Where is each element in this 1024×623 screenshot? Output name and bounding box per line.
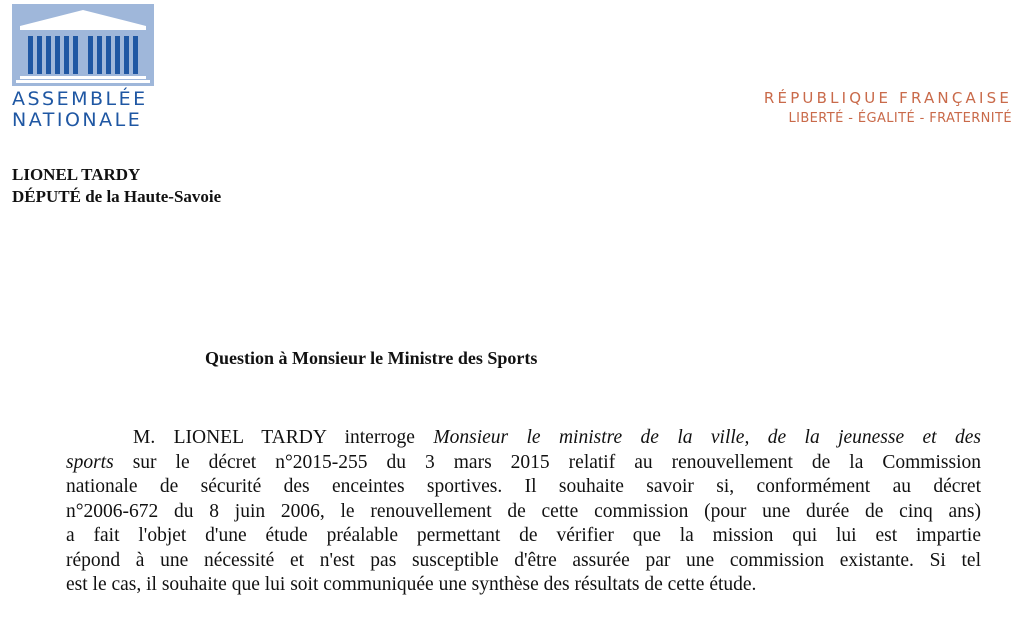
republique-francaise-block <box>764 88 1012 130</box>
deputy-block <box>12 164 221 208</box>
logo-text-line1: ASSEMBLÉE <box>12 88 148 110</box>
body-line-5: a fait l'objet d'une étude préalable permettant de vérifier que la mission qui lui est impartie <box>66 525 981 546</box>
logo-text-line2: NATIONALE <box>12 109 143 131</box>
body-italic-segment: Monsieur le ministre de la ville, de la jeunesse et des <box>433 427 981 448</box>
question-body <box>66 426 981 598</box>
assemblee-nationale-logo <box>12 4 158 131</box>
body-line-2 <box>66 451 981 476</box>
body-text-segment: sur le décret n°2015-255 du 3 mars 2015 relatif au renouvellement de la Commission <box>113 451 981 473</box>
body-text-segment: M. LIONEL TARDY interroge <box>133 427 434 448</box>
republic-motto: LIBERTÉ - ÉGALITÉ - FRATERNITÉ <box>788 111 1012 126</box>
body-line-3: nationale de sécurité des enceintes sportives. Il souhaite savoir si, conformément au décret <box>66 476 981 497</box>
body-line-7: est le cas, il souhaite que lui soit communiquée une synthèse des résultats de cette étude. <box>66 574 757 595</box>
body-line-6: répond à une nécessité et n'est pas susceptible d'être assurée par une commission existante. Si tel <box>66 549 981 571</box>
body-italic-segment: sports <box>66 451 114 473</box>
body-line-1 <box>66 426 981 451</box>
deputy-name: LIONEL TARDY <box>12 165 141 184</box>
assemblee-nationale-emblem-icon <box>12 4 154 86</box>
republic-title: RÉPUBLIQUE FRANÇAISE <box>763 89 1012 107</box>
deputy-title: DÉPUTÉ de la Haute-Savoie <box>12 187 222 206</box>
question-title: Question à Monsieur le Ministre des Sports <box>205 348 538 368</box>
body-line-4: n°2006-672 du 8 juin 2006, le renouvellement de cette commission (pour une durée de cinq ans) <box>66 500 981 522</box>
